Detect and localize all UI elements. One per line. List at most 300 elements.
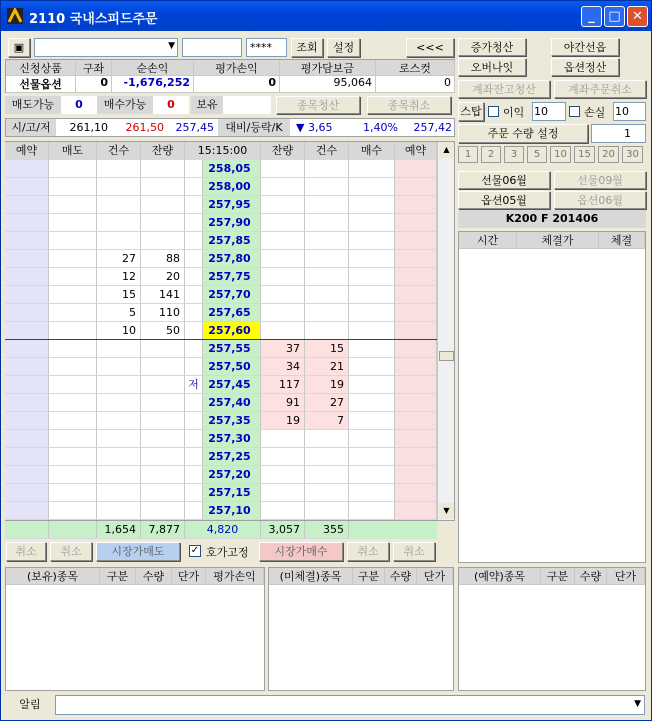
sell-reserve-cell[interactable] [5, 214, 49, 232]
order-book-row [5, 286, 437, 304]
scroll-down-icon[interactable]: ▼ [439, 503, 454, 519]
account-balance-clear-button[interactable]: 계좌잔고청산 [458, 80, 550, 98]
account-count-value: 0 [76, 76, 112, 93]
fill-price-header: 체결가 [517, 232, 599, 249]
sell-reserve-cell[interactable] [5, 268, 49, 286]
sell-reserve-cell[interactable] [5, 178, 49, 196]
change-percent: 1,40% [363, 121, 398, 134]
low-mark-cell [185, 394, 203, 412]
sell-cell[interactable] [49, 178, 97, 196]
reserved-qty-header: 수량 [575, 568, 607, 585]
low-mark-cell [185, 250, 203, 268]
buy-reserve-cell[interactable] [395, 214, 437, 232]
price-cell[interactable]: 257,10 [203, 502, 261, 520]
margin-value: 95,064 [280, 76, 376, 93]
increase-clear-button[interactable]: 증가청산 [458, 38, 526, 56]
buy-remain-cell [261, 448, 305, 466]
unfilled-price-header: 단가 [417, 568, 453, 585]
fix-price-label: 호가고정 [206, 546, 249, 559]
loss-label: 손실 [584, 106, 606, 119]
sell-reserve-cell[interactable] [5, 340, 49, 358]
buy-reserve-cell[interactable] [395, 430, 437, 448]
sell-remain-cell: 141 [141, 286, 185, 304]
low-mark-cell [185, 304, 203, 322]
buy-reserve-cell[interactable] [395, 394, 437, 412]
buy-remain-cell: 91 [261, 394, 305, 412]
sell-cell[interactable] [49, 196, 97, 214]
price-cell[interactable]: 257,60 [203, 322, 261, 340]
sell-available-value: 0 [61, 96, 97, 114]
profit-label: 이익 [503, 106, 525, 119]
order-book-row [5, 358, 437, 376]
loss-stepper[interactable]: 10 [613, 102, 646, 121]
low-mark-cell [185, 448, 203, 466]
held-price-header: 단가 [172, 568, 206, 585]
sell-reserve-cell[interactable] [5, 394, 49, 412]
futures-09-button[interactable]: 선물09월 [554, 171, 646, 189]
account-select[interactable] [34, 38, 178, 57]
total-sell-count: 1,654 [97, 521, 141, 539]
sell-remain-cell [141, 502, 185, 520]
password-field[interactable]: **** [246, 38, 287, 57]
price-cell[interactable]: 257,90 [203, 214, 261, 232]
sell-count-cell [97, 376, 141, 394]
sell-reserve-cell[interactable] [5, 466, 49, 484]
buy-reserve-cell[interactable] [395, 340, 437, 358]
buy-cell[interactable] [349, 448, 395, 466]
buy-cell[interactable] [349, 268, 395, 286]
sell-remain-cell: 50 [141, 322, 185, 340]
sell-available-label: 매도가능 [5, 96, 61, 114]
buy-reserve-cell[interactable] [395, 358, 437, 376]
open-price: 261,10 [69, 121, 108, 134]
qty-button-20[interactable]: 20 [598, 146, 619, 163]
sell-cell[interactable] [49, 484, 97, 502]
sell-remain-cell [141, 160, 185, 178]
sell-cell[interactable] [49, 340, 97, 358]
sell-cell[interactable] [49, 250, 97, 268]
buy-remain-cell [261, 466, 305, 484]
buy-header: 매수 [349, 142, 395, 160]
buy-count-cell [305, 304, 349, 322]
query-button[interactable]: 조회 [291, 38, 323, 57]
buy-reserve-cell[interactable] [395, 484, 437, 502]
buy-cell[interactable] [349, 322, 395, 340]
totals-row [5, 521, 437, 539]
price-cell[interactable]: 257,55 [203, 340, 261, 358]
account-count-header: 구좌 [76, 60, 112, 76]
losscut-header: 로스컷 [376, 60, 455, 76]
unfilled-qty-header: 수량 [385, 568, 417, 585]
buy-reserve-header: 예약 [395, 142, 437, 160]
sell-count-cell [97, 358, 141, 376]
order-book-row [5, 376, 437, 394]
sell-count-cell [97, 448, 141, 466]
low-mark-cell [185, 430, 203, 448]
buy-reserve-cell[interactable] [395, 178, 437, 196]
sell-count-cell [97, 394, 141, 412]
price-cell[interactable]: 257,35 [203, 412, 261, 430]
price-cell[interactable]: 257,45 [203, 376, 261, 394]
order-qty-stepper[interactable]: 1 [591, 124, 646, 143]
sell-reserve-cell[interactable] [5, 376, 49, 394]
buy-reserve-cell[interactable] [395, 232, 437, 250]
sell-reserve-header: 예약 [5, 142, 49, 160]
buy-available-label: 매수가능 [97, 96, 153, 114]
ohlc-label: 시/고/저 [6, 119, 56, 136]
qty-button-10[interactable]: 10 [550, 146, 571, 163]
held-item-header: (보유)종목 [6, 568, 100, 585]
sell-count-cell [97, 340, 141, 358]
cancel-buy-button[interactable]: 취소 [347, 542, 389, 561]
buy-reserve-cell[interactable] [395, 322, 437, 340]
sell-count-cell [97, 214, 141, 232]
order-book-row [5, 196, 437, 214]
buy-remain-cell: 19 [261, 412, 305, 430]
market-sell-button[interactable]: 시장가매도 [96, 542, 180, 561]
buy-cell[interactable] [349, 250, 395, 268]
sell-cell[interactable] [49, 394, 97, 412]
low-mark-cell [185, 502, 203, 520]
low-mark-cell [185, 322, 203, 340]
sell-cell[interactable] [49, 358, 97, 376]
price-cell[interactable]: 257,95 [203, 196, 261, 214]
buy-count-cell [305, 250, 349, 268]
change-value: ▼ 3,65 [296, 121, 333, 134]
buy-count-cell [305, 160, 349, 178]
chevron-down-icon: ▼ [168, 41, 175, 51]
low-mark-cell [185, 268, 203, 286]
total-empty [5, 521, 49, 539]
buy-available-value: 0 [153, 96, 189, 114]
app-icon [7, 8, 23, 24]
options-06-button[interactable]: 옵션06월 [554, 191, 646, 209]
sell-reserve-cell[interactable] [5, 232, 49, 250]
cancel-sell-reserve-button[interactable]: 취소 [6, 542, 46, 561]
sell-remain-cell [141, 178, 185, 196]
sell-count-cell [97, 466, 141, 484]
total-sell-remain: 7,877 [141, 521, 185, 539]
qty-button-5[interactable]: 5 [527, 146, 547, 163]
buy-reserve-cell[interactable] [395, 286, 437, 304]
buy-count-cell [305, 232, 349, 250]
order-book-row [5, 484, 437, 502]
profit-stepper[interactable]: 10 [532, 102, 566, 121]
sell-cell[interactable] [49, 502, 97, 520]
window-title: 2110 국내스피드주문 [29, 12, 158, 27]
scroll-up-icon[interactable]: ▲ [439, 142, 454, 158]
price-cell[interactable]: 258,00 [203, 178, 261, 196]
maximize-button[interactable]: □ [604, 6, 625, 27]
buy-cell[interactable] [349, 412, 395, 430]
sell-remain-cell [141, 448, 185, 466]
stop-button[interactable]: 스탑 [458, 102, 484, 121]
cancel-sell-button[interactable]: 취소 [50, 542, 92, 561]
buy-cell[interactable] [349, 484, 395, 502]
sell-count-cell [97, 196, 141, 214]
buy-remain-cell [261, 160, 305, 178]
buy-cell[interactable] [349, 394, 395, 412]
total-empty [49, 521, 97, 539]
unfilled-list [268, 567, 454, 691]
buy-reserve-cell[interactable] [395, 466, 437, 484]
sell-cell[interactable] [49, 286, 97, 304]
buy-count-cell [305, 466, 349, 484]
buy-count-cell [305, 268, 349, 286]
order-book-row [5, 250, 437, 268]
order-book-row [5, 448, 437, 466]
sell-remain-cell [141, 358, 185, 376]
sell-cell[interactable] [49, 466, 97, 484]
order-book-row [5, 214, 437, 232]
buy-cell[interactable] [349, 160, 395, 178]
buy-count-cell: 27 [305, 394, 349, 412]
sell-header: 매도 [49, 142, 97, 160]
overnight-button[interactable]: 오버나잇 [458, 58, 526, 76]
sell-cell[interactable] [49, 160, 97, 178]
buy-reserve-cell[interactable] [395, 502, 437, 520]
sell-cell[interactable] [49, 322, 97, 340]
price-cell[interactable]: 257,65 [203, 304, 261, 322]
trade-list [458, 231, 646, 563]
buy-reserve-cell[interactable] [395, 304, 437, 322]
sell-remain-cell [141, 466, 185, 484]
sell-reserve-cell[interactable] [5, 412, 49, 430]
buy-remain-cell: 117 [261, 376, 305, 394]
sell-reserve-cell[interactable] [5, 304, 49, 322]
buy-reserve-cell[interactable] [395, 412, 437, 430]
order-book-row [5, 268, 437, 286]
buy-cell[interactable] [349, 178, 395, 196]
sell-remain-cell [141, 214, 185, 232]
qty-button-30[interactable]: 30 [622, 146, 643, 163]
buy-count-cell [305, 430, 349, 448]
collapse-button[interactable]: <<< [406, 38, 454, 57]
account-icon[interactable]: ▣ [8, 38, 30, 57]
buy-remain-cell [261, 502, 305, 520]
low-mark-cell [185, 196, 203, 214]
sell-cell[interactable] [49, 214, 97, 232]
low-mark-cell [185, 232, 203, 250]
buy-cell[interactable] [349, 430, 395, 448]
buy-count-cell [305, 484, 349, 502]
product-value: 선물옵션 [6, 76, 76, 93]
price-cell[interactable]: 257,50 [203, 358, 261, 376]
sell-cell[interactable] [49, 448, 97, 466]
sell-remain-cell [141, 430, 185, 448]
sell-reserve-cell[interactable] [5, 358, 49, 376]
buy-cell[interactable] [349, 232, 395, 250]
low-mark-cell [185, 214, 203, 232]
buy-count-cell: 21 [305, 358, 349, 376]
sell-reserve-cell[interactable] [5, 160, 49, 178]
cancel-buy-reserve-button[interactable]: 취소 [393, 542, 435, 561]
held-list [5, 567, 265, 691]
buy-count-cell [305, 214, 349, 232]
hold-value [223, 96, 271, 114]
buy-reserve-cell[interactable] [395, 268, 437, 286]
buy-count-cell: 7 [305, 412, 349, 430]
buy-reserve-cell[interactable] [395, 196, 437, 214]
qty-button-2[interactable]: 2 [481, 146, 501, 163]
price-cell[interactable]: 257,75 [203, 268, 261, 286]
sell-count-cell: 27 [97, 250, 141, 268]
order-book-row [5, 178, 437, 196]
sell-cell[interactable] [49, 412, 97, 430]
price-cell[interactable]: 257,20 [203, 466, 261, 484]
unfilled-item-header: (미체결)종목 [269, 568, 353, 585]
notice-label: 알림 [19, 698, 41, 711]
price-cell[interactable]: 257,15 [203, 484, 261, 502]
sell-count-cell: 12 [97, 268, 141, 286]
order-book-row [5, 322, 437, 340]
price-cell[interactable]: 258,05 [203, 160, 261, 178]
buy-count-cell: 19 [305, 376, 349, 394]
sell-remain-cell [141, 394, 185, 412]
price-cell[interactable]: 257,25 [203, 448, 261, 466]
buy-count-header: 건수 [305, 142, 349, 160]
order-book-row [5, 412, 437, 430]
scroll-thumb[interactable] [439, 351, 454, 361]
chevron-down-icon: ▼ [634, 699, 641, 709]
low-mark-cell [185, 178, 203, 196]
sell-cell[interactable] [49, 268, 97, 286]
buy-count-cell [305, 322, 349, 340]
low-mark-cell [185, 484, 203, 502]
sell-reserve-cell[interactable] [5, 250, 49, 268]
reserved-list [458, 567, 646, 691]
price-cell[interactable]: 257,85 [203, 232, 261, 250]
sell-count-cell [97, 178, 141, 196]
low-mark-cell [185, 358, 203, 376]
buy-count-cell: 15 [305, 340, 349, 358]
buy-cell[interactable] [349, 196, 395, 214]
sell-cell[interactable] [49, 304, 97, 322]
profit-checkbox[interactable] [488, 106, 499, 117]
sell-count-cell [97, 160, 141, 178]
close-button[interactable]: ✕ [627, 6, 648, 27]
fill-qty-header: 체결 [599, 232, 645, 249]
net-pl-header: 순손익 [112, 60, 194, 76]
buy-cell[interactable] [349, 376, 395, 394]
sell-count-cell [97, 502, 141, 520]
loss-checkbox[interactable] [569, 106, 580, 117]
sell-reserve-cell[interactable] [5, 448, 49, 466]
net-pl-value: -1,676,252 [112, 76, 194, 93]
night-futures-button[interactable]: 야간선옵 [551, 38, 619, 56]
qty-button-15[interactable]: 15 [574, 146, 595, 163]
sell-cell[interactable] [49, 376, 97, 394]
low-mark-cell [185, 412, 203, 430]
buy-cell[interactable] [349, 340, 395, 358]
grid-header [5, 142, 437, 160]
options-05-button[interactable]: 옵션05월 [458, 191, 550, 209]
low-mark-cell: 저 [185, 376, 203, 394]
total-buy-count: 355 [305, 521, 349, 539]
settings-button[interactable]: 설정 [327, 38, 360, 57]
buy-cell[interactable] [349, 358, 395, 376]
buy-cell[interactable] [349, 502, 395, 520]
buy-remain-cell [261, 304, 305, 322]
sell-reserve-cell[interactable] [5, 430, 49, 448]
buy-cell[interactable] [349, 214, 395, 232]
sell-count-cell: 10 [97, 322, 141, 340]
sell-reserve-cell[interactable] [5, 502, 49, 520]
buy-cell[interactable] [349, 286, 395, 304]
futures-06-button[interactable]: 선물06월 [458, 171, 550, 189]
buy-cell[interactable] [349, 466, 395, 484]
sell-reserve-cell[interactable] [5, 484, 49, 502]
order-book-row [5, 394, 437, 412]
notice-select[interactable] [55, 695, 645, 715]
sell-count-cell: 5 [97, 304, 141, 322]
sell-count-header: 건수 [97, 142, 141, 160]
close-position-button[interactable]: 종목청산 [276, 96, 360, 114]
sell-reserve-cell[interactable] [5, 196, 49, 214]
price-divider [5, 339, 437, 340]
buy-count-cell [305, 448, 349, 466]
buy-remain-cell [261, 232, 305, 250]
qty-button-1[interactable]: 1 [458, 146, 478, 163]
price-cell[interactable]: 257,30 [203, 430, 261, 448]
market-buy-button[interactable]: 시장가매수 [259, 542, 343, 561]
qty-button-3[interactable]: 3 [504, 146, 524, 163]
buy-remain-cell: 37 [261, 340, 305, 358]
buy-reserve-cell[interactable] [395, 376, 437, 394]
sell-reserve-cell[interactable] [5, 286, 49, 304]
price-cell[interactable]: 257,80 [203, 250, 261, 268]
order-qty-setting-button[interactable]: 주문 수량 설정 [458, 124, 588, 143]
buy-reserve-cell[interactable] [395, 448, 437, 466]
sell-reserve-cell[interactable] [5, 322, 49, 340]
sell-cell[interactable] [49, 232, 97, 250]
sell-remain-cell [141, 340, 185, 358]
low-mark-cell [185, 466, 203, 484]
account-name-field[interactable] [182, 38, 242, 57]
option-settle-button[interactable]: 옵션정산 [551, 58, 619, 76]
k-value: 257,42 [413, 121, 452, 134]
sell-remain-header: 잔량 [141, 142, 185, 160]
low-mark-cell [185, 286, 203, 304]
hold-label: 보유 [191, 96, 223, 114]
reserved-item-header: (예약)종목 [459, 568, 541, 585]
minimize-button[interactable]: _ [581, 6, 602, 27]
cancel-item-button[interactable]: 종목취소 [367, 96, 451, 114]
account-order-cancel-button[interactable]: 계좌주문취소 [554, 80, 646, 98]
total-diff: 4,820 [185, 521, 261, 539]
fix-price-checkbox[interactable]: ✓ [190, 545, 200, 556]
product-code: K200 F 201406 [458, 210, 646, 228]
buy-count-cell [305, 196, 349, 214]
time-header: 시간 [459, 232, 517, 249]
sell-count-cell [97, 412, 141, 430]
price-cell[interactable]: 257,70 [203, 286, 261, 304]
grid-scrollbar[interactable] [437, 142, 454, 520]
buy-remain-cell [261, 268, 305, 286]
sell-cell[interactable] [49, 430, 97, 448]
buy-cell[interactable] [349, 304, 395, 322]
held-type-header: 구분 [100, 568, 136, 585]
buy-reserve-cell[interactable] [395, 160, 437, 178]
held-pl-header: 평가손익 [206, 568, 264, 585]
price-cell[interactable]: 257,40 [203, 394, 261, 412]
buy-reserve-cell[interactable] [395, 250, 437, 268]
change-label: 대비/등락/K [218, 119, 290, 136]
product-header: 신청상품 [6, 60, 76, 76]
total-buy-remain: 3,057 [261, 521, 305, 539]
losscut-value: 0 [376, 76, 455, 93]
sell-count-cell [97, 232, 141, 250]
